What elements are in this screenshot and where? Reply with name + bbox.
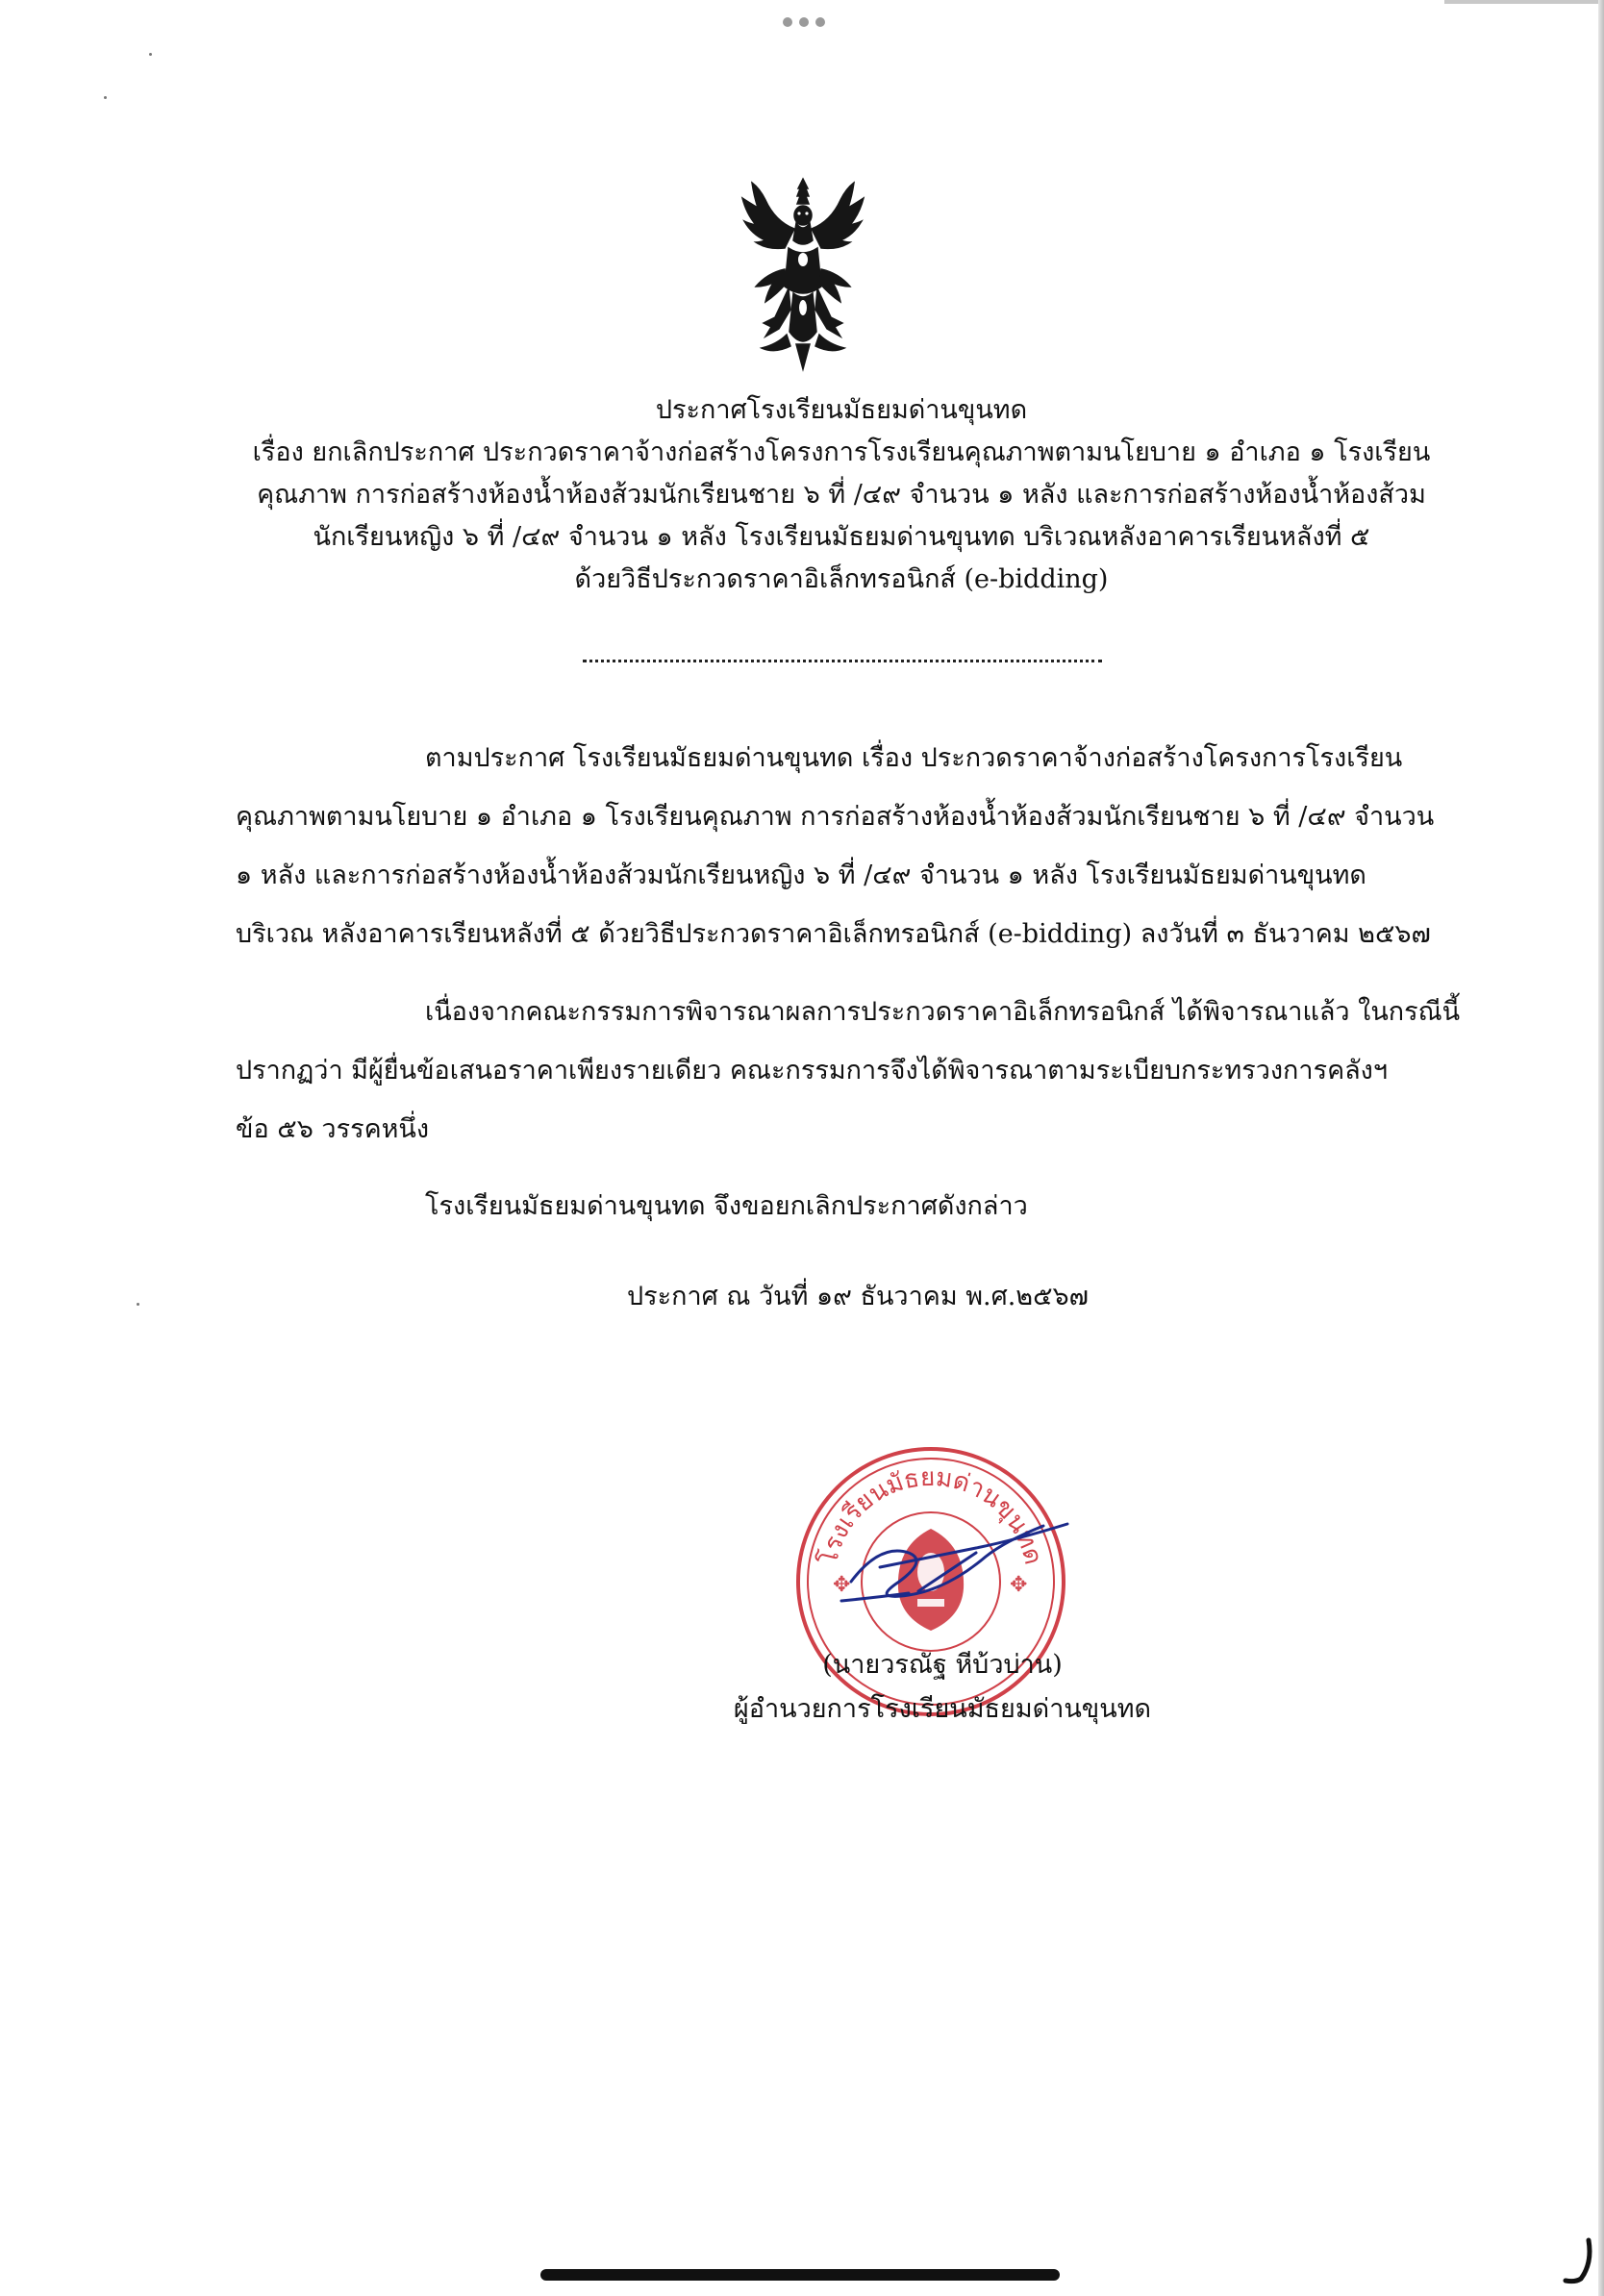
scan-speck [137, 1303, 139, 1306]
announcement-title-block [221, 389, 1462, 601]
stamp-text: โรงเรียนมัธยมด่านขุนทด [814, 1462, 1048, 1568]
announcement-heading: ประกาศโรงเรียนมัธยมด่านขุนทด [655, 395, 1028, 425]
svg-text:✥: ✥ [833, 1573, 851, 1597]
page-edge [1598, 0, 1604, 2296]
announcement-date [627, 1267, 1089, 1326]
subject-line: ด้วยวิธีประกวดราคาอิเล็กทรอนิกส์ (e-bidding) [574, 564, 1109, 594]
paragraph-line: ตามประกาศ โรงเรียนมัธยมด่านขุนทด เรื่อง ประกวดราคาจ้างก่อสร้างโครงการโรงเรียน [425, 743, 1403, 773]
paragraph-line: ๑ หลัง และการก่อสร้างห้องน้ำห้องส้วมนักเรียนหญิง ๖ ที่ /๔๙ จำนวน ๑ หลัง โรงเรียนมัธยมด่านขุนทด [236, 861, 1366, 890]
dotted-separator [583, 660, 1102, 662]
home-indicator[interactable] [540, 2269, 1060, 2281]
more-options-icon[interactable] [783, 15, 825, 29]
subject-line: เรื่อง ยกเลิกประกาศ ประกวดราคาจ้างก่อสร้างโครงการโรงเรียนคุณภาพตามนโยบาย ๑ อำเภอ ๑ โรงเรียน [252, 437, 1431, 467]
garuda-emblem-icon [740, 173, 865, 375]
subject-line: นักเรียนหญิง ๖ ที่ /๔๙ จำนวน ๑ หลัง โรงเรียนมัธยมด่านขุนทด บริเวณหลังอาคารเรียนหลังที่ ๕ [313, 522, 1370, 552]
svg-text:✥: ✥ [1010, 1573, 1028, 1597]
paragraph-line: คุณภาพตามนโยบาย ๑ อำเภอ ๑ โรงเรียนคุณภาพ การก่อสร้างห้องน้ำห้องส้วมนักเรียนชาย ๖ ที่ /๔๙ จำนวน [236, 802, 1435, 832]
page-curl-icon [1560, 2236, 1594, 2284]
subject-line: คุณภาพ การก่อสร้างห้องน้ำห้องส้วมนักเรียนชาย ๖ ที่ /๔๙ จำนวน ๑ หลัง และการก่อสร้างห้องน้ำห้องส้วม [257, 480, 1426, 510]
paragraph-line: ข้อ ๕๖ วรรคหนึ่ง [236, 1114, 430, 1144]
paragraph-line: โรงเรียนมัธยมด่านขุนทด จึงขอยกเลิกประกาศดังกล่าว [425, 1191, 1028, 1221]
body-paragraph-3 [425, 1177, 1028, 1235]
body-paragraph-1 [236, 729, 1434, 963]
scan-speck [149, 53, 152, 56]
paragraph-line: เนื่องจากคณะกรรมการพิจารณาผลการประกวดราคาอิเล็กทรอนิกส์ ได้พิจารณาแล้ว ในกรณีนี้ [425, 997, 1461, 1027]
date-line: ประกาศ ณ วันที่ ๑๙ ธันวาคม พ.ศ.๒๕๖๗ [627, 1282, 1089, 1311]
paragraph-line: บริเวณ หลังอาคารเรียนหลังที่ ๕ ด้วยวิธีประกวดราคาอิเล็กทรอนิกส์ (e-bidding) ลงวันที่ ๓ ธันวาคม ๒๕๖๗ [236, 919, 1431, 949]
page-corner-shadow [1444, 0, 1598, 4]
body-paragraph-2 [236, 983, 1460, 1159]
scan-speck [104, 96, 107, 99]
handwritten-signature [822, 1514, 1072, 1620]
paragraph-line: ปรากฏว่า มีผู้ยื่นข้อเสนอราคาเพียงรายเดียว คณะกรรมการจึงได้พิจารณาตามระเบียบกระทรวงการคลังฯ [236, 1056, 1389, 1086]
signer-position: ผู้อำนวยการโรงเรียนมัธยมด่านขุนทด [733, 1694, 1152, 1724]
signer-name: (นายวรณัฐ หีบ้วบ่าน) [822, 1650, 1063, 1680]
